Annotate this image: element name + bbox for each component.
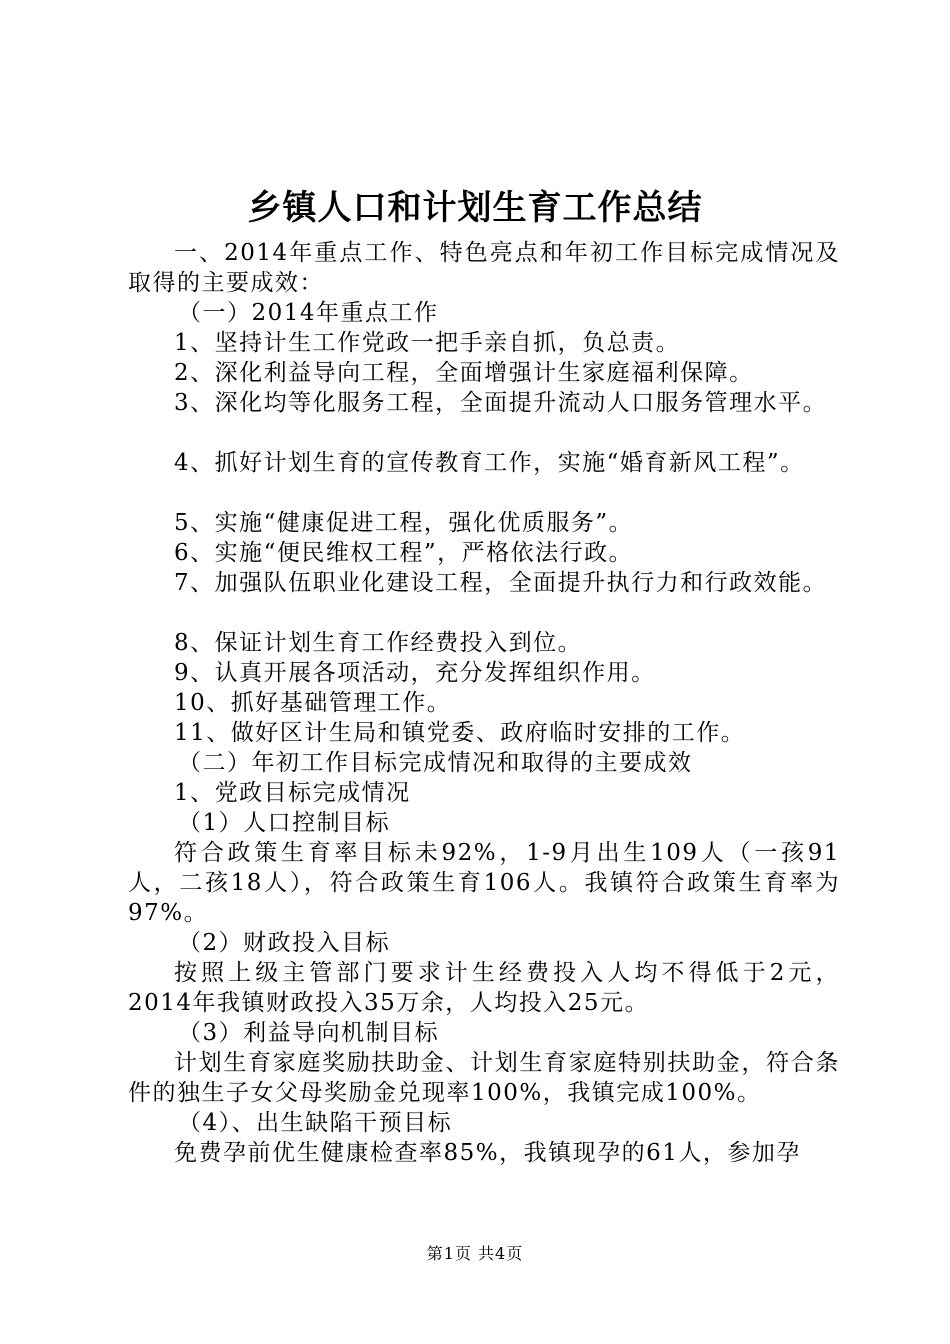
subsection-heading-1: （一）2014年重点工作 [178, 300, 439, 326]
target-heading: （1）人口控制目标 [178, 810, 391, 836]
target-heading: （2）财政投入目标 [178, 930, 391, 956]
list-item: 2、深化利益导向工程，全面增强计生家庭福利保障。 [174, 360, 754, 386]
blank-line [128, 418, 840, 448]
target-heading: （3）利益导向机制目标 [178, 1020, 440, 1046]
list-item: 5、实施“健康促进工程，强化优质服务”。 [174, 510, 634, 536]
blank-line [128, 598, 840, 628]
body-paragraph: 符合政策生育率目标未92%，1-9月出生109人（一孩91人，二孩18人），符合政策生育106人。我镇符合政策生育率为97%。 [128, 840, 840, 926]
target-heading: （4）、出生缺陷干预目标 [178, 1110, 453, 1136]
body-paragraph: 免费孕前优生健康检查率85%，我镇现孕的61人，参加孕 [174, 1140, 801, 1166]
list-item: 9、认真开展各项活动，充分发挥组织作用。 [174, 660, 656, 686]
list-item: 1、坚持计生工作党政一把手亲自抓，负总责。 [174, 330, 681, 356]
list-item: 4、抓好计划生育的宣传教育工作，实施“婚育新风工程”。 [174, 450, 805, 476]
body-paragraph: 按照上级主管部门要求计生经费投入人均不得低于2元，2014年我镇财政投入35万余，人均投入25元。 [128, 960, 840, 1016]
item-heading: 1、党政目标完成情况 [174, 780, 411, 806]
list-item: 6、实施“便民维权工程”，严格依法行政。 [174, 540, 634, 566]
subsection-heading-2: （二）年初工作目标完成情况和取得的主要成效 [178, 750, 693, 776]
list-item: 10、抓好基础管理工作。 [174, 690, 452, 716]
list-item: 3、深化均等化服务工程，全面提升流动人口服务管理水平。 [174, 390, 828, 416]
document-body [128, 238, 840, 1168]
body-paragraph: 计划生育家庭奖励扶助金、计划生育家庭特别扶助金，符合条件的独生子女父母奖励金兑现率100%，我镇完成100%。 [128, 1050, 840, 1106]
blank-line [128, 478, 840, 508]
list-item: 7、加强队伍职业化建设工程，全面提升执行力和行政效能。 [174, 570, 828, 596]
list-item: 8、保证计划生育工作经费投入到位。 [174, 630, 583, 656]
list-item: 11、做好区计生局和镇党委、政府临时安排的工作。 [174, 720, 746, 746]
page-footer: 第1页 共4页 [426, 1244, 524, 1263]
section-heading-1: 一、2014年重点工作、特色亮点和年初工作目标完成情况及取得的主要成效： [128, 240, 840, 296]
document-title: 乡镇人口和计划生育工作总结 [247, 188, 703, 228]
